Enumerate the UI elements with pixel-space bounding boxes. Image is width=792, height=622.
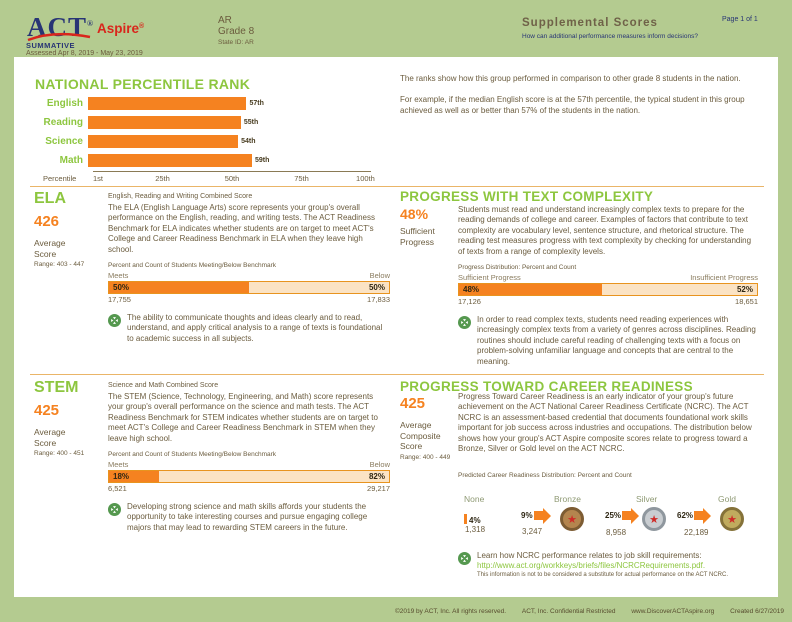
sufficient-progress-count: 17,126 <box>458 296 481 306</box>
career-main <box>458 392 760 479</box>
npr-value-label: 59th <box>255 157 270 164</box>
silver-medal-icon <box>642 507 666 531</box>
ela-benchmark-caption: Percent and Count of Students Meeting/Below Benchmark <box>108 261 277 269</box>
act-logo: ACT ® <box>27 12 94 43</box>
npr-description <box>400 74 758 116</box>
career-body-text: Progress Toward Career Readiness is an early indicator of your group's future achievement on the ACT National Career Readiness Certificate (NCRC). The ACT NCRC is an assessment-based credential that documents foundational work skills important for job success across industries and occupations. The distribution below shows how your group's ACT Aspire composite scores relate to progress toward a Bronze, Silver or Gold level on the ACT NCRC. <box>458 392 752 453</box>
npr-row-reading <box>35 113 380 132</box>
npr-description-p1: The ranks show how this group performed in comparison to other grade 8 students in the nation. <box>400 74 741 83</box>
stem-section-title: STEM <box>34 379 79 396</box>
stem-below-count: 29,217 <box>367 483 390 493</box>
career-score-label: Average Composite Score <box>400 420 441 452</box>
stem-below-percent: 82% <box>368 471 385 481</box>
sufficient-progress-segment <box>459 284 602 295</box>
section-divider <box>30 186 764 187</box>
none-bar-tick <box>464 514 467 524</box>
ela-score-range: Range: 403 - 447 <box>34 261 85 269</box>
progress-distribution-caption: Progress Distribution: Percent and Count <box>458 263 577 271</box>
section-divider <box>30 374 764 375</box>
medal-star-icon <box>649 510 659 528</box>
level-silver-label: Silver <box>636 494 658 504</box>
ela-note <box>108 313 390 344</box>
gold-medal-icon <box>720 507 744 531</box>
text-complexity-note <box>458 315 758 367</box>
focus-arrows-icon <box>458 552 471 565</box>
footer-created-date: Created 6/27/2019 <box>730 608 784 615</box>
npr-tick: 1st <box>93 174 104 183</box>
npr-row-math <box>35 151 380 170</box>
text-complexity-stat-column <box>400 206 452 247</box>
region-label: AR <box>218 15 232 26</box>
npr-category-label: Reading <box>43 117 83 128</box>
ela-score-label: Average Score <box>34 238 66 259</box>
focus-arrows-icon <box>108 503 121 516</box>
npr-category-label: Science <box>45 136 83 147</box>
npr-bar-science <box>88 135 238 148</box>
stem-benchmark-caption: Percent and Count of Students Meeting/Below Benchmark <box>108 450 277 458</box>
ela-meets-label: Meets <box>108 270 129 280</box>
sufficient-progress-segment-percent: 48% <box>463 284 480 294</box>
career-distribution-caption: Predicted Career Readiness Distribution: Percent and Count <box>458 472 632 480</box>
npr-description-p2: For example, if the median English score is at the 57th percentile, the typical student in this group achieved as well as or better than 57% of the students in the nation. <box>400 94 745 115</box>
medal-star-icon <box>567 510 577 528</box>
insufficient-progress-segment-percent: 52% <box>736 284 753 294</box>
stem-meets-count: 6,521 <box>108 483 127 493</box>
focus-arrows-icon <box>108 314 121 327</box>
ela-average-score: 426 <box>34 213 60 230</box>
stem-body-text: The STEM (Science, Technology, Engineering, and Math) score represents your group's overall performance on the science and math tests. The ACT Readiness Benchmark for STEM indicates whether students are on target to meet ACT's College and Career Readiness Benchmark in STEM when they leave high school. <box>108 392 378 443</box>
career-section-title: PROGRESS TOWARD CAREER READINESS <box>400 379 693 394</box>
program-type-label: SUMMATIVE <box>26 41 75 50</box>
text-complexity-section-title: PROGRESS WITH TEXT COMPLEXITY <box>400 189 654 204</box>
ela-body-text: The ELA (English Language Arts) score represents your group's overall performance on the English, reading, and writing tests. The ACT Readiness Benchmark for ELA indicates whether students are on target to meet ACT's College and Career Readiness Benchmark in ELA when they leave high school. <box>108 203 375 254</box>
npr-section-title: NATIONAL PERCENTILE RANK <box>35 76 251 92</box>
level-gold-percent: 62% <box>677 511 694 520</box>
footer-website: www.DiscoverACTAspire.org <box>631 608 715 615</box>
ela-meets-segment <box>109 282 249 293</box>
npr-axis <box>43 171 375 183</box>
stem-main <box>108 382 390 533</box>
footer-confidential: ACT, Inc. Confidential Restricted <box>521 608 616 615</box>
npr-value-label: 57th <box>249 100 264 107</box>
npr-category-label: Math <box>59 155 83 166</box>
npr-tick: 75th <box>294 174 309 183</box>
stem-benchmark-bar <box>108 470 390 483</box>
npr-bar-chart <box>35 94 380 183</box>
sufficient-progress-label: Sufficient Progress <box>400 226 435 247</box>
npr-tick: 25th <box>155 174 170 183</box>
ela-section-title: ELA <box>34 190 66 207</box>
stem-meets-segment <box>109 471 159 482</box>
level-none-label: None <box>464 494 485 504</box>
npr-value-label: 54th <box>241 138 256 145</box>
text-complexity-note-text: In order to read complex texts, students need reading experiences with increasingly complex texts from a variety of genres across disciplines. Reading routines should include careful reading of challenging texts with a focus on problem-solving unfamiliar language and concepts that are central to the meaning. <box>477 314 756 366</box>
npr-tick: 50th <box>224 174 240 183</box>
gold-flow <box>676 511 703 520</box>
stem-note <box>108 502 390 533</box>
footer-copyright: ©2019 by ACT, Inc. All rights reserved. <box>395 608 507 615</box>
ela-subtitle: English, Reading and Writing Combined Score <box>108 193 253 200</box>
level-silver-count: 8,958 <box>606 528 627 537</box>
ela-main <box>108 193 390 344</box>
career-score-range: Range: 400 - 449 <box>400 453 451 461</box>
aspire-logo: Aspire ® <box>97 21 144 36</box>
stem-average-score: 425 <box>34 402 60 419</box>
ncrc-note-text: Learn how NCRC performance relates to job skill requirements: <box>477 551 702 560</box>
ela-note-text: The ability to communicate thoughts and ideas clearly and to read, understand, and apply critical analysis to a range of texts is foundational to academic success in all subjects. <box>127 312 383 343</box>
medal-star-icon <box>727 510 737 528</box>
page-number: Page 1 of 1 <box>722 16 758 23</box>
level-gold-label: Gold <box>718 494 736 504</box>
level-none-percent: 4% <box>469 516 481 525</box>
npr-bar-english <box>88 97 246 110</box>
bronze-flow <box>520 511 543 520</box>
npr-value-label: 55th <box>243 119 259 126</box>
report-title: Supplemental Scores <box>522 17 658 29</box>
ela-meets-percent: 50% <box>113 282 130 292</box>
npr-axis-title: Percentile <box>43 174 77 183</box>
ncrc-disclaimer: This information is not to be considered a substitute for actual performance on the ACT NCRC. <box>477 572 729 578</box>
level-silver-percent: 25% <box>605 511 622 520</box>
career-note <box>458 551 763 580</box>
stem-meets-label: Meets <box>108 459 129 469</box>
level-bronze-count: 3,247 <box>522 527 543 536</box>
grade-label: Grade 8 <box>218 26 255 37</box>
npr-tick: 100th <box>356 174 375 183</box>
text-complexity-main <box>458 205 758 367</box>
stem-score-range: Range: 400 - 451 <box>34 450 85 458</box>
stem-note-text: Developing strong science and math skills affords your students the opportunity to take interesting courses and pursue engaging college majors that may lead to rewarding STEM careers in the future. <box>127 501 368 532</box>
report-footer <box>395 608 784 615</box>
insufficient-progress-bar-label: Insufficient Progress <box>690 272 758 282</box>
npr-bar-reading <box>88 116 241 129</box>
stem-meets-percent: 18% <box>113 471 130 481</box>
stem-below-label: Below <box>369 459 390 469</box>
ela-meets-count: 17,755 <box>108 294 131 304</box>
sufficient-progress-bar-label: Sufficient Progress <box>458 272 521 282</box>
career-levels-row <box>458 494 760 550</box>
silver-flow <box>604 511 631 520</box>
ncrc-requirements-link[interactable]: http://www.act.org/workkeys/briefs/files/NCRCRequirements.pdf. <box>477 561 706 570</box>
npr-bar-math <box>88 154 252 167</box>
ela-below-percent: 50% <box>368 282 385 292</box>
npr-category-label: English <box>46 98 83 109</box>
stem-score-label: Average Score <box>34 427 66 448</box>
level-gold-count: 22,189 <box>684 528 709 537</box>
ela-below-count: 17,833 <box>367 294 390 304</box>
insufficient-progress-count: 18,651 <box>735 296 758 306</box>
ela-score-column <box>34 190 109 268</box>
bronze-medal-icon <box>560 507 584 531</box>
stem-score-column <box>34 379 109 457</box>
assessment-window: Assessed Apr 8, 2019 - May 23, 2019 <box>26 50 143 57</box>
level-bronze-label: Bronze <box>554 494 581 504</box>
npr-row-english <box>35 94 380 113</box>
stem-subtitle: Science and Math Combined Score <box>108 382 219 389</box>
progress-distribution-bar <box>458 283 758 296</box>
report-subtitle: How can additional performance measures inform decisions? <box>522 33 698 40</box>
level-bronze-percent: 9% <box>521 511 533 520</box>
sufficient-progress-percent: 48% <box>400 206 429 222</box>
state-id-label: State ID: AR <box>218 39 254 46</box>
text-complexity-body-text: Students must read and understand increasingly complex texts to prepare for the reading demands of college and career. Examples of factors that contribute to text complexity are vocabulary level, sentence structure, and rhetorical structure. The reading test measures progress with text complexity by checking for understanding of texts from a range of complexity levels. <box>458 205 752 256</box>
career-average-composite-score: 425 <box>400 395 426 412</box>
npr-row-science <box>35 132 380 151</box>
level-none-count: 1,318 <box>465 525 486 534</box>
ela-benchmark-bar <box>108 281 390 294</box>
focus-arrows-icon <box>458 316 471 329</box>
ela-below-label: Below <box>369 270 390 280</box>
